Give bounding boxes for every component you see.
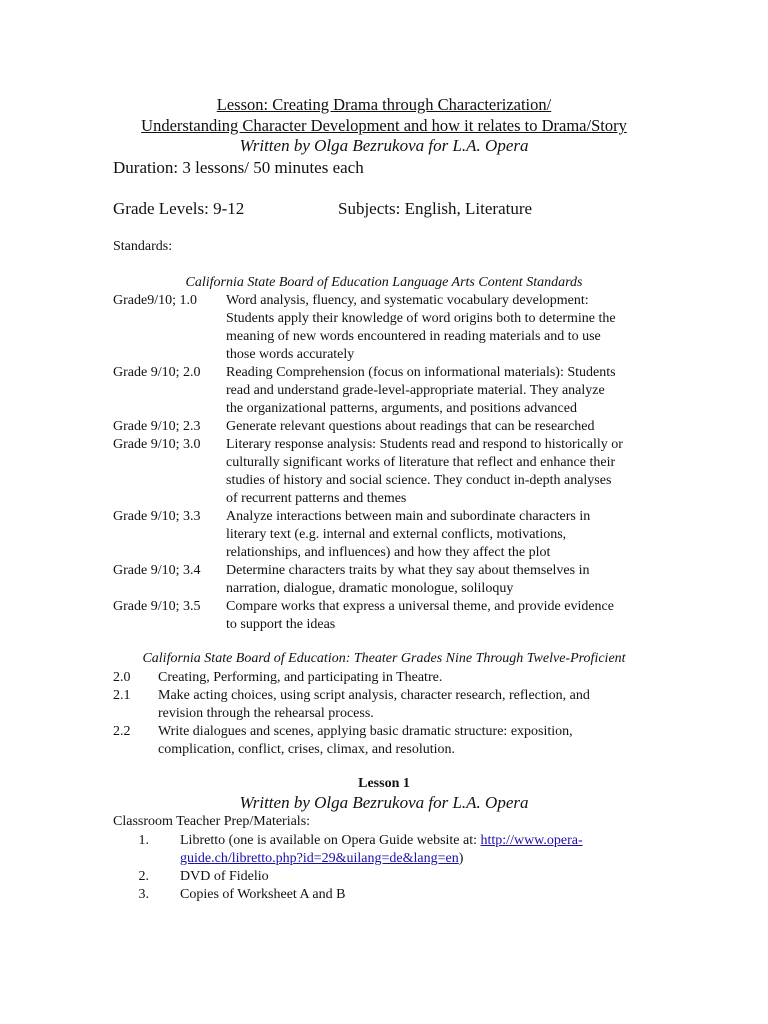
desc-line: revision through the rehearsal process. <box>158 706 374 721</box>
la-standards-heading: California State Board of Education Language Arts Content Standards <box>185 275 583 290</box>
desc-line: Word analysis, fluency, and systematic vocabulary development: <box>226 293 589 308</box>
theater-standards-heading: California State Board of Education: Theater Grades Nine Through Twelve-Proficient <box>142 651 626 666</box>
la-standard-grade: Grade 9/10; 3.5 <box>113 599 201 614</box>
desc-line <box>180 832 640 850</box>
desc-line: those words accurately <box>226 347 355 362</box>
desc-text: ) <box>458 851 464 866</box>
list-number: 3. <box>138 887 149 902</box>
la-standard-desc <box>226 598 656 634</box>
lesson1-heading: Lesson 1 <box>358 776 410 791</box>
theater-standard-number: 2.2 <box>113 724 131 739</box>
opera-guide-link-cont[interactable]: guide.ch/libretto.php?id=29&uilang=de&lang=en <box>180 851 459 866</box>
desc-line: of recurrent patterns and themes <box>226 491 407 506</box>
theater-standard-desc <box>158 723 638 759</box>
grade-levels: Grade Levels: 9-12 <box>113 199 245 218</box>
lesson-title-line1: Lesson: Creating Drama through Characterization/ <box>216 95 552 114</box>
theater-standard-desc <box>158 669 638 687</box>
desc-line: to support the ideas <box>226 617 336 632</box>
la-standard-desc <box>226 418 656 436</box>
la-standard-desc <box>226 436 656 508</box>
la-standard-desc <box>226 508 656 562</box>
la-standard-grade: Grade9/10; 1.0 <box>113 293 197 308</box>
desc-line <box>180 850 640 868</box>
desc-line: Creating, Performing, and participating in Theatre. <box>158 670 443 685</box>
lesson1-author: Written by Olga Bezrukova for L.A. Opera <box>239 793 529 812</box>
theater-standard-number: 2.0 <box>113 670 131 685</box>
desc-line: Write dialogues and scenes, applying basic dramatic structure: exposition, <box>158 724 573 739</box>
la-standard-desc <box>226 562 656 598</box>
desc-line: Make acting choices, using script analysis, character research, reflection, and <box>158 688 590 703</box>
desc-text: Libretto (one is available on Opera Guide website at: <box>180 833 481 848</box>
la-standard-desc <box>226 364 656 418</box>
theater-standard-desc <box>158 687 638 723</box>
desc-line: Literary response analysis: Students read and respond to historically or <box>226 437 623 452</box>
prep-materials-label: Classroom Teacher Prep/Materials: <box>113 814 311 829</box>
desc-line: Determine characters traits by what they say about themselves in <box>226 563 590 578</box>
desc-line: Students apply their knowledge of word origins both to determine the <box>226 311 616 326</box>
desc-line: narration, dialogue, dramatic monologue, soliloquy <box>226 581 514 596</box>
la-standard-grade: Grade 9/10; 3.3 <box>113 509 201 524</box>
desc-line: culturally significant works of literature that reflect and enhance their <box>226 455 616 470</box>
desc-line: literary text (e.g. internal and external conflicts, motivations, <box>226 527 567 542</box>
desc-line: read and understand grade-level-appropriate material. They analyze <box>226 383 605 398</box>
lesson-title-line2: Understanding Character Development and how it relates to Drama/Story <box>141 116 627 135</box>
subjects: Subjects: English, Literature <box>338 199 533 218</box>
desc-line: Generate relevant questions about readings that can be researched <box>226 419 595 434</box>
la-standard-grade: Grade 9/10; 2.3 <box>113 419 201 434</box>
standards-label: Standards: <box>113 239 173 254</box>
materials-item-text: Copies of Worksheet A and B <box>180 887 346 902</box>
materials-item-text <box>180 832 640 868</box>
desc-line: Reading Comprehension (focus on informational materials): Students <box>226 365 616 380</box>
author-line: Written by Olga Bezrukova for L.A. Opera <box>239 136 529 155</box>
desc-line: Analyze interactions between main and subordinate characters in <box>226 509 591 524</box>
la-standard-desc <box>226 292 656 364</box>
la-standard-grade: Grade 9/10; 3.4 <box>113 563 201 578</box>
desc-line: relationships, and influences) and how they affect the plot <box>226 545 551 560</box>
desc-line: complication, conflict, crises, climax, and resolution. <box>158 742 456 757</box>
desc-line: Compare works that express a universal theme, and provide evidence <box>226 599 614 614</box>
materials-item-text: DVD of Fidelio <box>180 869 269 884</box>
theater-standard-number: 2.1 <box>113 688 131 703</box>
list-number: 2. <box>138 869 149 884</box>
duration-line: Duration: 3 lessons/ 50 minutes each <box>113 158 364 177</box>
la-standard-grade: Grade 9/10; 2.0 <box>113 365 201 380</box>
desc-line: studies of history and social science. They conduct in-depth analyses <box>226 473 612 488</box>
la-standard-grade: Grade 9/10; 3.0 <box>113 437 201 452</box>
desc-line: meaning of new words encountered in reading materials and to use <box>226 329 601 344</box>
list-number: 1. <box>138 833 149 848</box>
opera-guide-link[interactable]: http://www.opera- <box>480 833 583 848</box>
desc-line: the organizational patterns, arguments, and positions advanced <box>226 401 577 416</box>
